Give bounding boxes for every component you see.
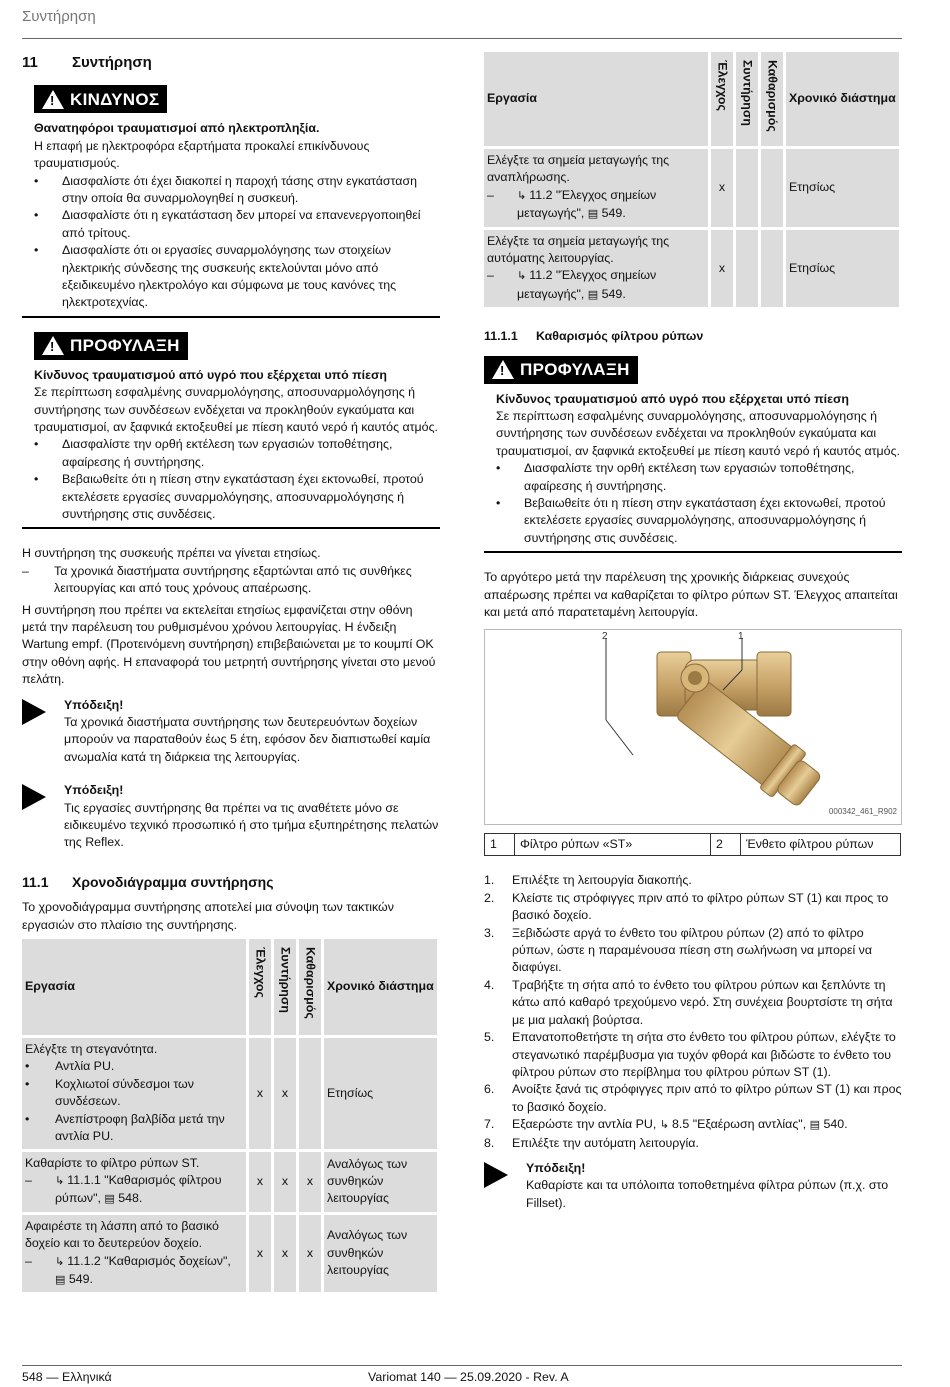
section-title: Συντήρηση [72,54,152,71]
cross-reference-link[interactable]: 8.5 "Εξαέρωση αντλίας", [672,1117,807,1132]
note-text: Τα χρονικά διαστήματα συντήρησης των δευτερευόντων δοχείων μπορούν να παραταθούν έως 5 έτη, εφόσον δεν διαπιστωθεί καμία ανωμαλία κατά τη διάρκεια της λειτουργίας. [64,715,431,764]
paragraph: Το αργότερο μετά την παρέλευση της χρονικής διάρκειας συνεχούς απαέρωσης πρέπει να καθαρίζεται το φίλτρο ρύπων ST. Έλεγχος απαιτείται και μετά από παρατεταμένη λειτουργία. [484,570,898,620]
note-title: Υπόδειξη! [64,697,124,712]
running-header: Συντήρηση [22,8,96,25]
warning-triangle-icon: ! [42,90,64,109]
link-arrow-icon: ↳ [659,1119,673,1132]
paragraph: Η συντήρηση που πρέπει να εκτελείται ετησίως εμφανίζεται στην οθόνη μετά την παρέλευση του ρυθμισμένου χρόνου λειτουργίας. Η ένδειξη Wartung empf. (Προτεινόμενη συντήρηση) επιβεβαιώνεται με το κουμπί OK στην οθόνη αφής. Η επαναφορά του μετρητή συντήρησης γίνεται στο μενού πελάτη. [22,602,436,687]
caution-bullet: • Βεβαιωθείτε ότι η πίεση στην εγκατάσταση έχει εκτονωθεί, προτού εκτελέσετε εργασίες συναρμολόγησης, αποσυναρμολόγησης ή συντήρησης στις συνδέσεις. [34,472,424,521]
section-11-heading [22,54,440,71]
note-title: Υπόδειξη! [64,783,124,798]
caution-intro: Σε περίπτωση εσφαλμένης συναρμολόγησης, αποσυναρμολόγησης ή συντήρησης των συνδέσεων ενδέχεται να προκληθούν εγκαύματα και τραυματισμοί, αν ξαφνικά εκτοξευθεί με πίεση καυτό νερό ή καυτός ατμός. [34,385,438,434]
note-arrow-icon [22,699,46,725]
note-box [484,1160,902,1212]
col-header-interval: Χρονικό διάστημα [324,939,437,1035]
figure-code: 000342_461_R902 [828,807,897,817]
col-header-task: Εργασία [22,939,246,1035]
table-row: Ελέγξτε τα σημεία μεταγωγής της αυτόματης λειτουργίας. – ↳ 11.2 "Έλεγχος σημείων μεταγωγής", ▤ 549. x Ετησίως [484,230,899,308]
figure-legend: 1 Φίλτρο ρύπων «ST» 2 Ένθετο φίλτρου ρύπων [484,833,901,856]
list-item: 2. Κλείστε τις στρόφιγγες πριν από το φίλτρο ρύπων ST (1) και προς το βασικό δοχείο. [484,890,889,923]
cross-reference-link[interactable]: 11.1.1 "Καθαρισμός φίλτρου ρύπων", [55,1172,222,1206]
caution-intro: Σε περίπτωση εσφαλμένης συναρμολόγησης, αποσυναρμολόγησης ή συντήρησης των συνδέσεων ενδέχεται να προκληθούν εγκαύματα και τραυματισμοί, αν ξαφνικά εκτοξευθεί με πίεση καυτό νερό ή καυτός ατμός. [496,408,900,458]
col-header-task: Εργασία [484,52,708,146]
caution-bullet: • Βεβαιωθείτε ότι η πίεση στην εγκατάσταση έχει εκτονωθεί, προτού εκτελέσετε εργασίες συναρμολόγησης, αποσυναρμολόγησης ή συντήρησης στις συνδέσεις. [496,496,886,545]
warning-triangle-icon: ! [492,360,514,379]
danger-bullet: • Διασφαλίστε ότι έχει διακοπεί η παροχή τάσης στην εγκατάσταση στην οποία θα συναρμολογηθεί η συσκευή. [34,173,417,205]
note-arrow-icon [484,1162,508,1188]
table-row: Ελέγξτε τη στεγανότητα. • Αντλία PU. • Κοχλιωτοί σύνδεσμοι των συνδέσεων. • Ανεπίστροφη βαλβίδα μετά την αντλία PU. x x Ετησίως [22,1038,437,1148]
footer-rule [22,1365,902,1366]
link-arrow-icon: ↳ [55,1174,68,1187]
note-box [22,697,440,767]
list-item: 4. Τραβήξτε τη σήτα από το ένθετο του φίλτρου ρύπων και ξεπλύντε τη κάτω από καθαρό τρεχούμενο νερό. Στη συνέχεια βουρτσίστε τη σήτα με μια μαλακή βούρτσα. [484,977,893,1027]
list-item: 5. Επανατοποθετήστε τη σήτα στο ένθετο του φίλτρου ρύπων, ελέγξτε το στεγανωτικό παρέμβυσμα για τυχόν φθορά και βιδώστε το ένθετο του φίλτρου ρύπων στο περίβλημα του φίλτρου ρύπων ST (1). [484,1030,896,1079]
col-header-maint: Συντήρηση [278,947,293,1013]
caution-title: Κίνδυνος τραυματισμού από υγρό που εξέρχεται υπό πίεση [34,367,388,382]
cross-reference-link[interactable]: 11.1.2 "Καθαρισμός δοχείων", [67,1253,231,1268]
note-text: Καθαρίστε και τα υπόλοιπα τοποθετημένα φίλτρα ρύπων (π.χ. στο Fillset). [526,1178,889,1210]
filter-figure [484,629,902,825]
table-row: Ελέγξτε τα σημεία μεταγωγής της αναπλήρωσης. – ↳ 11.2 "Έλεγχος σημείων μεταγωγής", ▤ 549. x Ετησίως [484,149,899,227]
list-item: 3. Ξεβιδώστε αργά το ένθετο του φίλτρου ρύπων (2) από το φίλτρο ρύπων, ώστε η παραμένουσα πίεση στη σωλήνωση να μπορεί να διαφύγει. [484,925,873,975]
link-arrow-icon: ↳ [517,189,530,202]
maintenance-table-continued: Εργασία Έλεγχος Συντήρηση Καθαρισμός Χρονικό διάστημα Ελέγξτε τα σημεία μεταγωγής της αναπλήρωσης. – ↳ 11.2 "Έλεγχος σημείων μεταγωγής", ▤ 549. x Ετησίως Ελέγξτε τα σημεία μεταγωγής της αυτόματης λειτουργίας. – ↳ 11.2 "Έλεγχος σημείων μεταγωγής", ▤ 549. x Ετησίως [481,49,902,310]
danger-title: Θανατηφόροι τραυματισμοί από ηλεκτροπληξία. [34,121,320,136]
page-icon: ▤ [104,1193,115,1206]
caution-title: Κίνδυνος τραυματισμού από υγρό που εξέρχεται υπό πίεση [496,391,850,406]
link-arrow-icon: ↳ [517,270,530,283]
warning-triangle-icon: ! [42,336,64,355]
table-row: Καθαρίστε το φίλτρο ρύπων ST. – ↳ 11.1.1 "Καθαρισμός φίλτρου ρύπων", ▤ 548. x x x Αναλόγως των συνθηκών λειτουργίας [22,1152,437,1212]
header-rule [22,38,902,39]
list-item: 6. Ανοίξτε ξανά τις στρόφιγγες πριν από το φίλτρο ρύπων ST (1) και προς το βασικό δοχείο. [484,1082,902,1114]
left-column [22,54,440,1295]
list-item: 7. Εξαερώστε την αντλία PU, ↳ 8.5 "Εξαέρωση αντλίας", ▤ 540. [484,1117,848,1132]
page-icon: ▤ [587,288,599,301]
dash-item: – Τα χρονικά διαστήματα συντήρησης εξαρτώνται από τις συνθήκες λειτουργίας και από τους χρόνους απαέρωσης. [22,563,412,596]
note-box [22,782,440,852]
danger-bullet: • Διασφαλίστε ότι οι εργασίες συναρμολόγησης των στοιχείων ηλεκτρικής σύνδεσης της συσκευής εκτελούνται μόνο από εξειδικευμένο ηλεκτρολόγο και σύμφωνα με τους κανόνες της ηλεκτροτεχνίας. [34,243,397,310]
col-header-check: Έλεγχος [253,947,268,998]
caution-badge [34,332,188,360]
danger-label: ΚΙΝΔΥΝΟΣ [70,89,160,109]
table-row: Αφαιρέστε τη λάσπη από το βασικό δοχείο και το δευτερεύον δοχείο. – ↳ 11.1.2 "Καθαρισμός δοχείων", ▤ 549. x x x Αναλόγως των συνθηκών λειτουργίας [22,1215,437,1293]
callout-1: 1 [738,631,744,643]
caution-badge [484,356,638,384]
footer-document-info: Variomat 140 — 25.09.2020 - Rev. A [368,1370,569,1384]
page-icon: ▤ [55,1273,66,1286]
dirt-filter-illustration [485,630,901,824]
caution-label: ΠΡΟΦΥΛΑΞΗ [70,336,180,356]
danger-intro: Η επαφή με ηλεκτροφόρα εξαρτήματα προκαλεί επικίνδυνους τραυματισμούς. [34,138,370,171]
list-item: 1. Επιλέξτε τη λειτουργία διακοπής. [484,873,692,888]
col-header-clean: Καθαρισμός [303,947,318,1019]
note-arrow-icon [22,784,46,810]
paragraph: Η συντήρηση της συσκευής πρέπει να γίνεται ετησίως. [22,546,321,561]
section-11-1-1-heading: 11.1.1 Καθαρισμός φίλτρου ρύπων [484,329,704,344]
callout-2: 2 [602,631,608,643]
page-icon: ▤ [809,1119,821,1132]
page-icon: ▤ [587,208,599,221]
list-item: 8. Επιλέξτε την αυτόματη λειτουργία. [484,1135,699,1150]
steps-list [484,872,902,1152]
footer-page-number: 548 — Ελληνικά [22,1370,112,1384]
caution-label: ΠΡΟΦΥΛΑΞΗ [520,359,630,379]
danger-badge [34,85,167,113]
maintenance-table [19,936,440,1295]
cross-reference-link[interactable]: 11.2 "Έλεγχος σημείων μεταγωγής", [517,268,657,301]
section-number: 11 [22,54,38,71]
caution-bullet: • Διασφαλίστε την ορθή εκτέλεση των εργασιών τοποθέτησης, αφαίρεσης ή συντήρησης. [496,461,855,493]
caution-box [22,332,440,530]
caution-bullet: • Διασφαλίστε την ορθή εκτέλεση των εργασιών τοποθέτησης, αφαίρεσης ή συντήρησης. [34,437,393,469]
cross-reference-link[interactable]: 11.2 "Έλεγχος σημείων μεταγωγής", [517,187,657,221]
caution-box [484,356,902,554]
paragraph: Το χρονοδιάγραμμα συντήρησης αποτελεί μια σύνοψη των τακτικών εργασιών στο πλαίσιο της συντήρησης. [22,900,394,932]
note-text: Τις εργασίες συντήρησης θα πρέπει να τις αναθέτετε μόνο σε ειδικευμένο τεχνικό προσωπικό ή στο τμήμα εξυπηρέτησης πελατών της Reflex. [64,800,439,850]
link-arrow-icon: ↳ [55,1255,68,1268]
danger-bullet: • Διασφαλίστε ότι η εγκατάσταση δεν μπορεί να επανενεργοποιηθεί από τρίτους. [34,208,421,240]
note-title: Υπόδειξη! [526,1160,586,1175]
danger-box [22,85,440,317]
right-column [484,49,902,1212]
section-11-1-heading: 11.1 Χρονοδιάγραμμα συντήρησης [22,873,274,890]
